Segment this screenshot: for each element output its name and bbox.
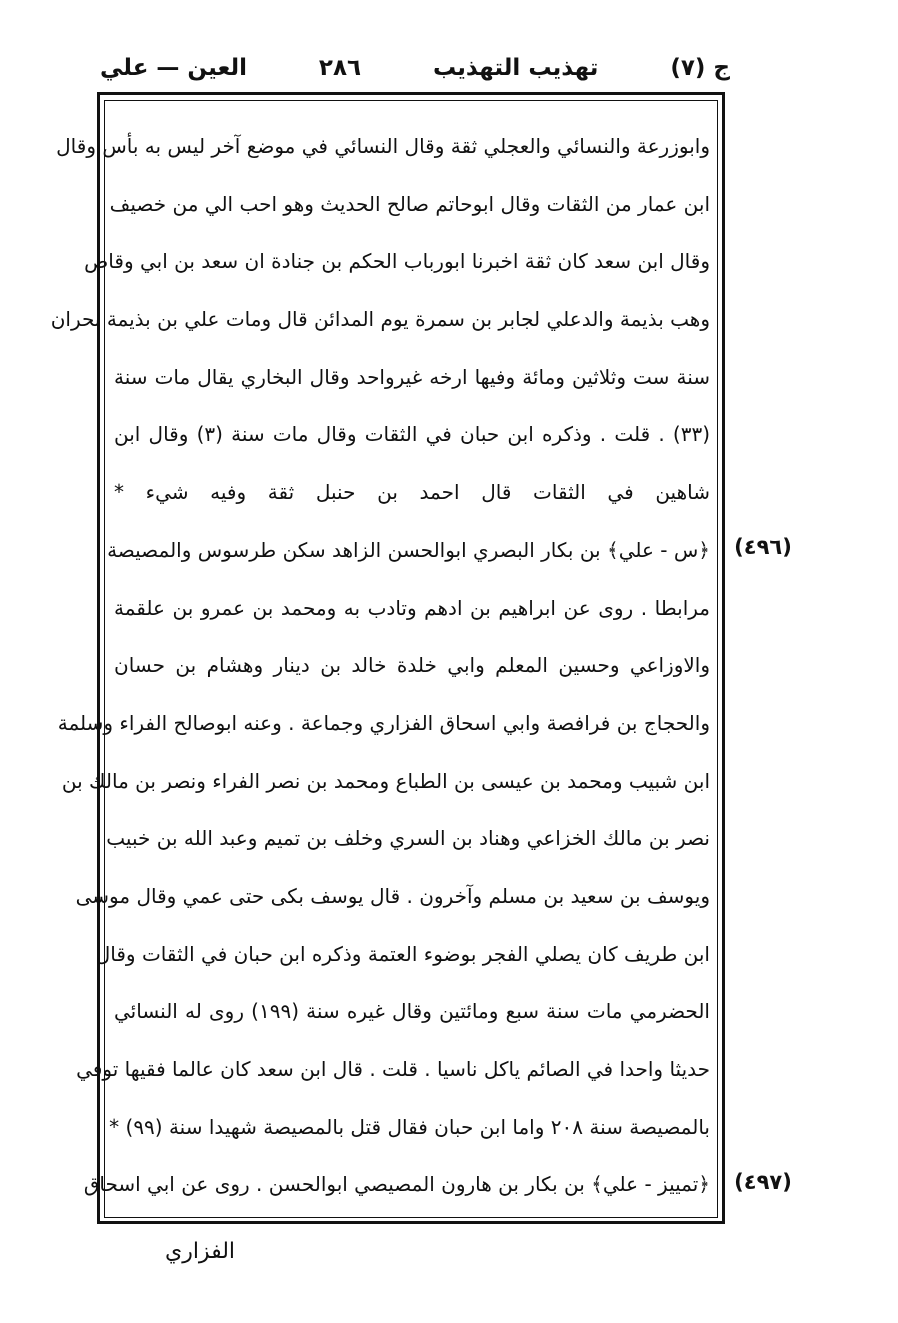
text-line: (٣٣) . قلت . وذكره ابن حبان في الثقات وقال مات سنة (٣) وقال ابن xyxy=(114,422,710,447)
text-line: وهب بذيمة والدعلي لجابر بن سمرة يوم المدائن قال ومات علي بن بذيمة بحران xyxy=(50,307,710,332)
text-line: بالمصيصة سنة ٢٠٨ واما ابن حبان فقال قتل بالمصيصة شهيدا سنة (٩٩) * xyxy=(109,1114,710,1139)
text-line: حديثا واحدا في الصائم ياكل ناسيا . قلت . قال ابن سعد كان عالما فقيها توفي xyxy=(76,1057,710,1081)
catchword: الفزاري xyxy=(164,1239,236,1264)
text-line: ويوسف بن سعيد بن مسلم وآخرون . قال يوسف بكى حتى عمي وقال موسى xyxy=(75,883,710,908)
text-line: ابن طريف كان يصلي الفجر بوضوء العتمة وذكره ابن حبان في الثقات وقال xyxy=(95,941,710,966)
book-title: تهذيب التهذيب xyxy=(432,55,599,81)
text-line: والحجاج بن فرافصة وابي اسحاق الفزاري وجماعة . وعنه ابوصالح الفراء وسلمة xyxy=(57,710,710,735)
text-line: وقال ابن سعد كان ثقة اخبرنا ابورباب الحكم بن جنادة ان سعد بن ابي وقاص xyxy=(84,249,710,274)
text-line: الحضرمي مات سنة سبع ومائتين وقال غيره سنة (١٩٩) روى له النسائي xyxy=(114,999,710,1024)
text-line: ابن شبيب ومحمد بن عيسى بن الطباع ومحمد بن نصر الفراء ونصر بن مالك بن xyxy=(61,768,710,793)
text-body xyxy=(50,118,710,1214)
entry-start-line: ﴿س - علي﴾ بن بكار البصري ابوالحسن الزاهد سكن طرسوس والمصيصة xyxy=(107,537,710,562)
volume-label: ج (٧) xyxy=(670,55,730,81)
text-line: سنة ست وثلاثين ومائة وفيها ارخه غيرواحد وقال البخاري يقال مات سنة xyxy=(114,364,710,389)
text-line: ابن عمار من الثقات وقال ابوحاتم صالح الحديث وهو احب الي من خصيف xyxy=(109,191,710,216)
running-header xyxy=(100,46,730,90)
text-line: نصر بن مالك الخزاعي وهناد بن السري وخلف بن تميم وعبد الله بن خبيب xyxy=(106,826,710,851)
page-number: ٢٨٦ xyxy=(318,55,362,81)
text-line: والاوزاعي وحسين المعلم وابي خلدة خالد بن دينار وهشام بن حسان xyxy=(114,653,710,678)
text-line: مرابطا . روى عن ابراهيم بن ادهم وتادب به ومحمد بن عمرو بن علقمة xyxy=(114,595,710,620)
text-line: وابوزرعة والنسائي والعجلي ثقة وقال النسائي في موضع آخر ليس به بأس وقال xyxy=(56,134,710,158)
entry-number: (٤٩٦) xyxy=(734,535,792,559)
entry-start-line: ﴿تمييز - علي﴾ بن بكار بن هارون المصيصي ابوالحسن . روى عن ابي اسحاق xyxy=(83,1172,710,1197)
entry-number: (٤٩٧) xyxy=(734,1170,792,1194)
text-line: شاهين في الثقات قال احمد بن حنبل ثقة وفيه شيء * xyxy=(114,480,710,505)
section-title: العين — علي xyxy=(100,55,248,81)
